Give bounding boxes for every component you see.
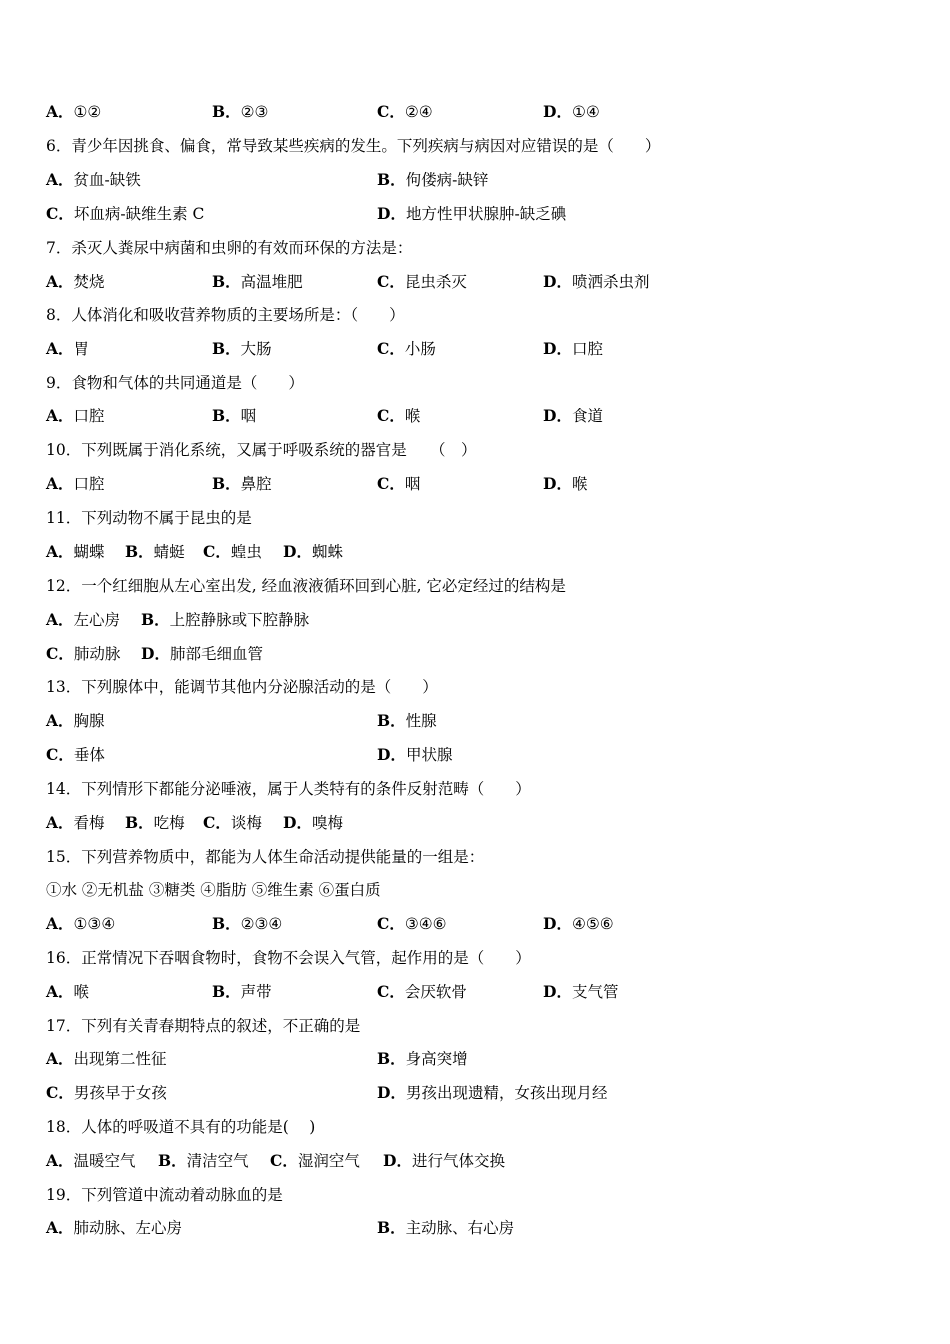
option-text: 地方性甲状腺肿-缺乏碘 xyxy=(405,205,567,223)
option-text: 温暖空气 xyxy=(73,1152,136,1170)
option-text: 肺部毛细血管 xyxy=(169,645,263,663)
option-text: 佝偻病-缺锌 xyxy=(405,171,489,189)
option xyxy=(46,1081,167,1105)
option xyxy=(543,980,618,1004)
option-text: 口腔 xyxy=(73,475,105,493)
option xyxy=(212,472,272,496)
option-letter: A． xyxy=(46,982,74,1001)
option xyxy=(141,642,263,666)
option-letter: A． xyxy=(46,102,74,121)
option-text: 上腔静脉或下腔静脉 xyxy=(169,611,310,629)
option-letter: C． xyxy=(377,272,405,291)
question-text xyxy=(46,777,531,801)
option-text: ②③ xyxy=(240,103,269,121)
option xyxy=(377,337,436,361)
option-letter: C． xyxy=(377,982,405,1001)
option xyxy=(46,811,105,835)
option-text: ③④⑥ xyxy=(404,915,447,933)
option-text: 蝴蝶 xyxy=(73,543,105,561)
option-letter: C． xyxy=(46,644,74,663)
option-text: 肺动脉、左心房 xyxy=(73,1219,183,1237)
question-text xyxy=(46,371,304,395)
option-text: 口腔 xyxy=(571,340,603,358)
option-text: 主动脉、右心房 xyxy=(405,1219,515,1237)
option-text: 肺动脉 xyxy=(73,645,121,663)
option-text: 甲状腺 xyxy=(405,746,453,764)
option xyxy=(46,608,120,632)
option-letter: B． xyxy=(212,406,241,425)
option-text: 支气管 xyxy=(571,983,619,1001)
option xyxy=(46,100,101,124)
option-text: 胃 xyxy=(73,340,90,358)
option xyxy=(46,472,105,496)
option-letter: B． xyxy=(212,339,241,358)
option xyxy=(46,404,105,428)
option xyxy=(46,1149,136,1173)
option-text: 贫血-缺铁 xyxy=(73,171,141,189)
option-letter: D． xyxy=(283,813,312,832)
question-text xyxy=(46,574,566,598)
line-text: 19．下列管道中流动着动脉血的是 xyxy=(46,1186,283,1204)
option-text: 喉 xyxy=(73,983,90,1001)
option-letter: D． xyxy=(543,474,572,493)
option-letter: C． xyxy=(377,474,405,493)
option-text: 蜘蛛 xyxy=(311,543,343,561)
option-letter: A． xyxy=(46,1151,74,1170)
option-letter: C． xyxy=(270,1151,298,1170)
option xyxy=(377,168,488,192)
option-letter: B． xyxy=(125,542,154,561)
option xyxy=(377,270,467,294)
option-text: 出现第二性征 xyxy=(73,1050,167,1068)
option xyxy=(377,743,452,767)
option-text: 口腔 xyxy=(73,407,105,425)
option xyxy=(46,337,89,361)
option-letter: A． xyxy=(46,406,74,425)
option-text: 高温堆肥 xyxy=(240,273,303,291)
option-letter: D． xyxy=(283,542,312,561)
option-letter: C． xyxy=(203,542,231,561)
option-letter: B． xyxy=(125,813,154,832)
option-letter: D． xyxy=(543,272,572,291)
option-text: 会厌软骨 xyxy=(404,983,467,1001)
option-text: 身高突增 xyxy=(405,1050,468,1068)
option-text: 小肠 xyxy=(404,340,436,358)
option-text: ①④ xyxy=(571,103,600,121)
option-text: 咽 xyxy=(404,475,421,493)
option-letter: A． xyxy=(46,170,74,189)
option-letter: B． xyxy=(377,1218,406,1237)
option xyxy=(203,811,262,835)
option-text: 食道 xyxy=(571,407,603,425)
option-letter: C． xyxy=(46,1083,74,1102)
option xyxy=(46,709,105,733)
option-text: 蝗虫 xyxy=(230,543,262,561)
option-letter: D． xyxy=(377,745,406,764)
option-text: 湿润空气 xyxy=(297,1152,360,1170)
option xyxy=(46,980,89,1004)
option-text: 鼻腔 xyxy=(240,475,272,493)
option xyxy=(543,472,587,496)
option xyxy=(212,912,282,936)
option xyxy=(377,202,566,226)
option xyxy=(543,270,649,294)
option xyxy=(46,270,105,294)
line-text: 11．下列动物不属于昆虫的是 xyxy=(46,509,252,527)
option-letter: D． xyxy=(543,339,572,358)
question-text xyxy=(46,845,484,869)
option-letter: B． xyxy=(212,914,241,933)
option xyxy=(141,608,309,632)
option xyxy=(377,472,420,496)
option xyxy=(158,1149,249,1173)
option xyxy=(377,912,447,936)
option xyxy=(270,1149,360,1173)
option-letter: A． xyxy=(46,474,74,493)
option xyxy=(212,404,256,428)
option-letter: A． xyxy=(46,339,74,358)
option-text: ②④ xyxy=(404,103,433,121)
option-letter: B． xyxy=(212,982,241,1001)
option xyxy=(46,1047,167,1071)
option-text: 吃梅 xyxy=(153,814,185,832)
option xyxy=(212,980,272,1004)
option-letter: B． xyxy=(377,711,406,730)
question-text xyxy=(46,438,476,462)
option-letter: A． xyxy=(46,711,74,730)
option-letter: C． xyxy=(377,914,405,933)
option-text: 男孩出现遗精，女孩出现月经 xyxy=(405,1084,608,1102)
option-text: 大肠 xyxy=(240,340,272,358)
line-text: 17．下列有关青春期特点的叙述，不正确的是 xyxy=(46,1017,361,1035)
option xyxy=(212,337,272,361)
option xyxy=(377,709,437,733)
option-letter: B． xyxy=(212,272,241,291)
line-text: ①水 ②无机盐 ③糖类 ④脂肪 ⑤维生素 ⑥蛋白质 xyxy=(46,881,381,899)
question-text xyxy=(46,878,381,902)
option xyxy=(46,1216,182,1240)
option-text: 咽 xyxy=(240,407,257,425)
option-text: 性腺 xyxy=(405,712,437,730)
option xyxy=(46,642,120,666)
option xyxy=(543,404,603,428)
line-text: 13．下列腺体中，能调节其他内分泌腺活动的是（ ） xyxy=(46,678,438,696)
option xyxy=(377,1081,607,1105)
option xyxy=(212,270,303,294)
question-text xyxy=(46,134,660,158)
option-text: 进行气体交换 xyxy=(411,1152,505,1170)
option-text: 谈梅 xyxy=(230,814,262,832)
option xyxy=(377,980,467,1004)
option-letter: A． xyxy=(46,914,74,933)
option xyxy=(377,1216,514,1240)
question-text xyxy=(46,946,531,970)
question-text xyxy=(46,506,252,530)
option xyxy=(46,912,115,936)
option-letter: D． xyxy=(543,982,572,1001)
option-letter: A． xyxy=(46,1049,74,1068)
option xyxy=(46,168,141,192)
line-text: 10．下列既属于消化系统，又属于呼吸系统的器官是 （ ） xyxy=(46,441,477,459)
line-text: 15．下列营养物质中，都能为人体生命活动提供能量的一组是： xyxy=(46,848,485,866)
line-text: 18．人体的呼吸道不具有的功能是( ) xyxy=(46,1118,316,1136)
question-text xyxy=(46,1115,315,1139)
option-text: 焚烧 xyxy=(73,273,105,291)
option-text: 喉 xyxy=(571,475,588,493)
option xyxy=(383,1149,505,1173)
option-letter: C． xyxy=(377,339,405,358)
option-letter: A． xyxy=(46,272,74,291)
option xyxy=(377,100,433,124)
option-text: 蜻蜓 xyxy=(153,543,185,561)
option-text: 坏血病-缺维生素 C xyxy=(73,205,205,223)
option-text: 嗅梅 xyxy=(311,814,343,832)
option-letter: B． xyxy=(377,170,406,189)
option-letter: C． xyxy=(46,204,74,223)
option xyxy=(125,540,185,564)
option-letter: B． xyxy=(377,1049,406,1068)
option-letter: C． xyxy=(377,102,405,121)
option-letter: D． xyxy=(377,1083,406,1102)
line-text: 8．人体消化和吸收营养物质的主要场所是：（ ） xyxy=(46,306,405,324)
option-letter: B． xyxy=(212,474,241,493)
line-text: 6．青少年因挑食、偏食，常导致某些疾病的发生。下列疾病与病因对应错误的是（ ） xyxy=(46,137,661,155)
option-letter: A． xyxy=(46,813,74,832)
line-text: 14．下列情形下都能分泌唾液，属于人类特有的条件反射范畴（ ） xyxy=(46,780,531,798)
question-text xyxy=(46,1183,283,1207)
option xyxy=(203,540,262,564)
option-text: 昆虫杀灭 xyxy=(404,273,467,291)
option-text: 垂体 xyxy=(73,746,105,764)
option-letter: B． xyxy=(212,102,241,121)
option xyxy=(377,1047,468,1071)
option-text: ①③④ xyxy=(73,915,116,933)
option-text: 左心房 xyxy=(73,611,121,629)
option xyxy=(46,540,105,564)
option xyxy=(212,100,268,124)
option xyxy=(283,540,343,564)
option-letter: A． xyxy=(46,542,74,561)
option-text: 看梅 xyxy=(73,814,105,832)
line-text: 9．食物和气体的共同通道是（ ） xyxy=(46,374,304,392)
option-text: 喷洒杀虫剂 xyxy=(571,273,650,291)
option-letter: B． xyxy=(158,1151,187,1170)
option xyxy=(46,202,204,226)
question-text xyxy=(46,675,438,699)
option-text: 胸腺 xyxy=(73,712,105,730)
option-text: 清洁空气 xyxy=(186,1152,249,1170)
option-letter: A． xyxy=(46,610,74,629)
option-letter: C． xyxy=(203,813,231,832)
option-text: ④⑤⑥ xyxy=(571,915,614,933)
option-letter: D． xyxy=(543,102,572,121)
option xyxy=(125,811,185,835)
question-text xyxy=(46,1014,360,1038)
option-text: 男孩早于女孩 xyxy=(73,1084,167,1102)
question-text xyxy=(46,236,412,260)
option xyxy=(46,743,105,767)
line-text: 7．杀灭人粪尿中病菌和虫卵的有效而环保的方法是： xyxy=(46,239,413,257)
option-letter: B． xyxy=(141,610,170,629)
option-text: ②③④ xyxy=(240,915,283,933)
option-letter: D． xyxy=(543,406,572,425)
option-text: ①② xyxy=(73,103,102,121)
option-letter: D． xyxy=(141,644,170,663)
line-text: 12．一个红细胞从左心室出发, 经血液液循环回到心脏, 它必定经过的结构是 xyxy=(46,577,566,595)
option-text: 声带 xyxy=(240,983,272,1001)
option-letter: D． xyxy=(543,914,572,933)
option xyxy=(543,337,603,361)
option-letter: C． xyxy=(377,406,405,425)
option-text: 喉 xyxy=(404,407,421,425)
option xyxy=(283,811,343,835)
option-letter: D． xyxy=(377,204,406,223)
option xyxy=(543,100,600,124)
question-text xyxy=(46,303,405,327)
option-letter: C． xyxy=(46,745,74,764)
option-letter: A． xyxy=(46,1218,74,1237)
option xyxy=(543,912,614,936)
option xyxy=(377,404,420,428)
line-text: 16．正常情况下吞咽食物时，食物不会误入气管，起作用的是（ ） xyxy=(46,949,531,967)
option-letter: D． xyxy=(383,1151,412,1170)
